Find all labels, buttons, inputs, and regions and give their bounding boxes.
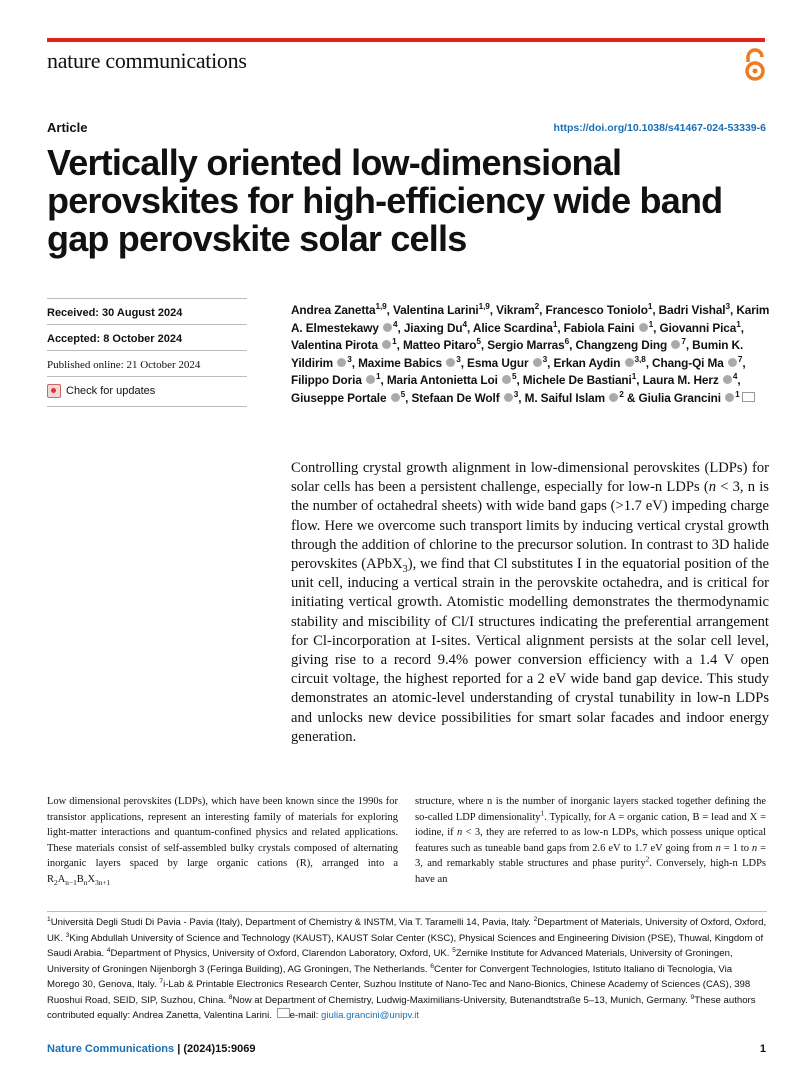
dates-block [47,298,247,407]
received-date: Received: 30 August 2024 [47,298,247,324]
affiliations-footnotes: $^1$Università Degli Studi Di Pavia - Pavia (Italy), Department of Chemistry & INSTM, Via T. Taramelli 14, Pavia, Italy. $^2$Department of Materials, University of Oxford, Oxford, UK. $^3$King Abdullah University of Science and Technology (KAUST), KAUST Solar Center (KSC), Physical Sciences and Engineering Division (PSE), Thuwal, Kingdom of Saudi Arabia. $^4$Department of Physics, University of Oxford, Clarendon Laboratory, Oxford, UK. $^5$Zernike Institute for Advanced Materials, University of Groningen, University of Groningen Nijenborgh 3 (Feringa Building), AG Groningen, The Netherlands. $^6$Center for Convergent Technologies, Istituto Italiano di Tecnologia, Via Morego 30, Genova, Italy. $^7$i-Lab & Printable Electronics Research Center, Suzhou Institute of Nano-Tec and Nano-Bionics, Chinese Academy of Sciences (CAS), 398 Ruoshui Road, SEID, SIP, Suzhou, China. $^8$Now at Department of Chemistry, Ludwig-Maximilians-University, Butenandtstraße 5–13, Munich, Germany. $^9$These authors contributed equally: Andrea Zanetta, Valentina Larini. e-mail: giulia.grancini@unipv.it [47,911,767,1024]
article-type: Article [47,120,88,135]
orcid-icon[interactable] [504,393,513,402]
intro-column-left: Low dimensional perovskites (LDPs), which have been known since the 1990s for transistor applications, represent an interesting family of materials for exploring light-matter interactions and quantum-confined physics and related applications. These materials consist of self-assembled bulky crystals composed of alternating inorganic layers spaced by large organic cations (R), arranged into a $R_2A_{n-1}B_nX_{3n+1}$ [47,796,398,888]
orcid-icon[interactable] [728,358,737,367]
doi-link[interactable]: https://doi.org/10.1038/s41467-024-53339-6 [553,122,766,134]
orcid-icon[interactable] [502,375,511,384]
author-list: Andrea Zanetta$^{1,9}$, Valentina Larini$^{1,9}$, Vikram$^2$, Francesco Toniolo$^1$, Badri Vishal$^3$, Karim A. Elmestekawy $^4$, Jiaxing Du$^4$, Alice Scardina$^1$, Fabiola Faini $^1$, Giovanni Pica$^1$, Valentina Pirota $^1$, Matteo Pitaro$^5$, Sergio Marras$^6$, Changzeng Ding $^7$, Bumin K. Yildirim $^3$, Maxime Babics $^3$, Esma Ugur $^3$, Erkan Aydin $^{3,8}$, Chang-Qi Ma $^7$, Filippo Doria $^1$, Maria Antonietta Loi $^5$, Michele De Bastiani$^1$, Laura M. Herz $^4$, Giuseppe Portale $^5$, Stefaan De Wolf $^3$, M. Saiful Islam $^2$ & Giulia Grancini $^1$ [291,302,770,405]
check-updates-label: Check for updates [66,385,156,397]
top-rule [47,38,765,42]
orcid-icon[interactable] [383,323,392,332]
abstract: Controlling crystal growth alignment in low-dimensional perovskites (LDPs) for solar cells has been a persistent challenge, especially for low-n LDPs (n < 3, n is the number of octahedral sheets) with wide band gaps (>1.7 eV) impeding charge flow. Here we overcome such transport limits by inducing vertical crystal growth through the addition of chlorine to the precursor solution. In contrast to 3D halide perovskites (APbX$_3$), we find that Cl substitutes I in the equatorial position of the unit cell, inducing a vertical strain in the perovskite octahedra, and is critical for initiating vertical growth. Atomistic modelling demonstrates the thermodynamic stability and miscibility of Cl/I structures indicating the preferential arrangement for Cl-incorporation at I-sites. Vertical alignment persists at the solar cell level, giving rise to a record 9.4% power conversion efficiency with a 1.4 V open circuit voltage, the highest reported for a 2 eV wide band gap device. This study demonstrates an atomic-level understanding of crystal tunability in low-n LDPs and unlocks new device possibilities for smart solar facades and indoor energy generation. [291,460,769,745]
orcid-icon[interactable] [639,323,648,332]
orcid-icon[interactable] [337,358,346,367]
orcid-icon[interactable] [446,358,455,367]
page-number: 1 [759,1043,766,1055]
check-updates-button[interactable] [47,376,247,407]
article-title: Vertically oriented low-dimensional perovskites for high-efficiency wide band gap perovskite solar cells [47,142,723,259]
published-date: Published online: 21 October 2024 [47,350,247,376]
envelope-icon[interactable] [277,1008,290,1018]
orcid-icon[interactable] [391,393,400,402]
accepted-date: Accepted: 8 October 2024 [47,324,247,350]
orcid-icon[interactable] [625,358,634,367]
orcid-icon[interactable] [382,340,391,349]
footer-journal-link[interactable]: Nature Communications [47,1043,175,1055]
orcid-icon[interactable] [723,375,732,384]
orcid-icon[interactable] [366,375,375,384]
journal-name[interactable]: nature communications [47,48,247,73]
footer-citation: | (2024)15:9069 [177,1043,256,1055]
orcid-icon[interactable] [609,393,618,402]
open-access-icon [741,48,769,82]
envelope-icon[interactable] [742,392,755,402]
page-footer [47,1043,256,1055]
orcid-icon[interactable] [533,358,542,367]
orcid-icon[interactable] [671,340,680,349]
intro-column-right: structure, where n is the number of inorganic layers stacked together defining the so-called LDP dimensionality$^1$. Typically, for A = organic cation, B = lead and X = iodine, if n < 3, they are referred to as low-n LDPs, which possess unique optical features such as tuneable band gaps from 2.6 eV to 1.7 eV going from n = 1 to n = 3, and remarkably stable structures and phase purity$^2$. Conversely, high-n LDPs have an [415,796,767,885]
orcid-icon[interactable] [725,393,734,402]
check-updates-icon [47,384,61,398]
